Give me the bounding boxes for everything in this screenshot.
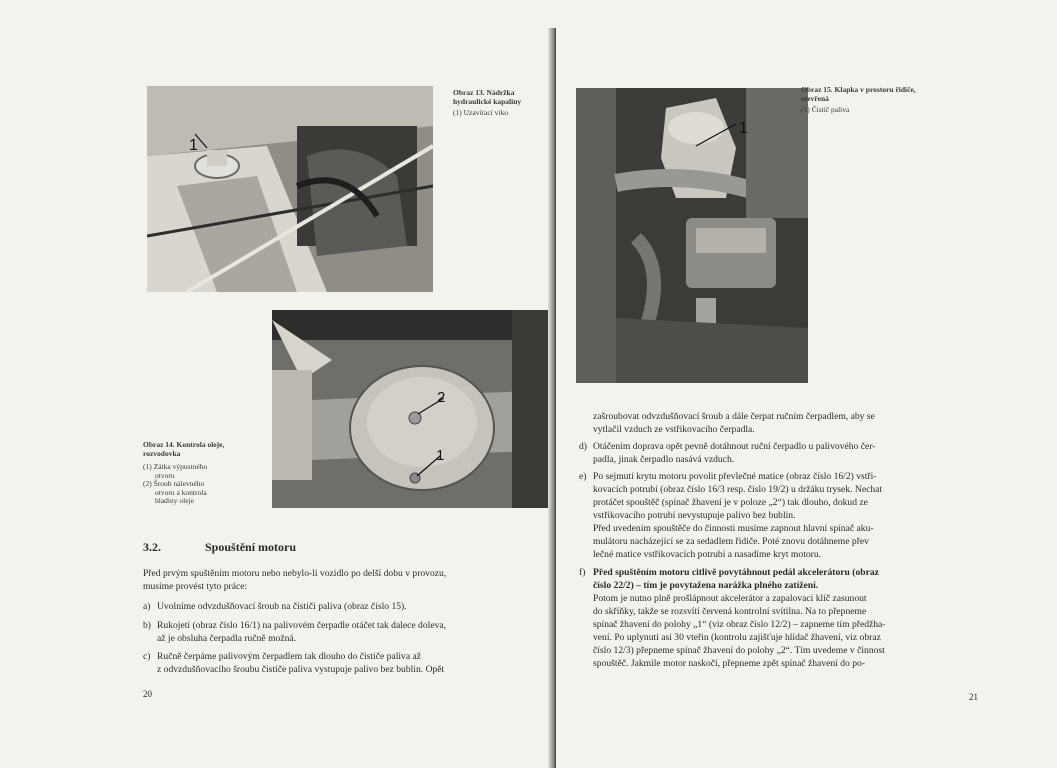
figure-15-callout-1: 1 [739, 120, 748, 137]
list-item-line: Rukojetí (obraz číslo 16/1) na palivovém čerpadle otáčet tak dalece doleva, [157, 620, 447, 631]
intro-line: musíme provést tyto práce: [143, 581, 248, 592]
page-number-right: 21 [969, 692, 978, 702]
list-item-label: d) [579, 441, 587, 452]
section-number: 3.2. [143, 540, 161, 554]
intro-line: Před prvým spuštěním motoru nebo nebylo-li vozidlo po delší dobu v provozu, [143, 568, 447, 579]
list-item-bold-line: číslo 22/2) – tím je povytažena narážka plného zatížení. [593, 580, 819, 591]
list-item-c [143, 650, 547, 676]
figure-14-title-line1: Obraz 14. Kontrola oleje, [143, 440, 225, 449]
list-item-label: f) [579, 567, 586, 578]
figure-14-item-2-line1: (2) Šroub nálevného [143, 479, 205, 488]
figure-15-title-line1: Obraz 15. Klapka v prostoru řidiče, [801, 85, 916, 94]
figure-15-photo [576, 88, 808, 383]
list-item-line: vstřikovacího potrubí nevystupuje palivo bez bublin. [593, 510, 796, 521]
figure-13-title-line1: Obraz 13. Nádržka [453, 88, 515, 97]
figure-14-callout-2: 2 [437, 389, 446, 406]
list-item-line: Otáčením doprava opět pevně dotáhnout ruční čerpadlo u palivového čer- [593, 441, 876, 452]
list-item-line: vení. Po uplynutí asi 30 vteřin (kontrolu zajišťuje hlídač žhavení, viz obraz [593, 632, 881, 643]
right-page [556, 0, 1057, 768]
list-item-e [579, 470, 983, 561]
list-item-line: mulátoru nacházející se za sedadlem řidiče. Poté znovu dotáhneme přev [593, 536, 869, 547]
list-item-label: e) [579, 471, 587, 482]
figure-13-caption [453, 89, 553, 118]
list-item-d [579, 440, 983, 466]
intro-paragraph [143, 567, 543, 593]
continuation-line: zašroubovat odvzdušňovací šroub a dále čerpat ručním čerpadlem, aby se [593, 411, 875, 422]
figure-14-title-line2: rozvodovka [143, 448, 181, 458]
figure-14-caption [143, 441, 268, 506]
figure-14-item-1-line1: (1) Zátka výpustného [143, 462, 208, 471]
list-item-line: Po sejmutí krytu motoru povolit převlečné matice (obraz číslo 16/2) vstři- [593, 471, 877, 482]
continuation-paragraph [593, 410, 983, 436]
list-item-line: protáčet spouštěč (spínač žhavení je v poloze „2“) tak dlouho, dokud ze [593, 497, 868, 508]
list-item-a [143, 600, 547, 613]
list-item-line: do skříňky, takže se rozsvítí červená kontrolní svítilna. Na to přepneme [593, 606, 867, 617]
page-number-left: 20 [143, 689, 152, 699]
list-item-line: Uvolníme odvzdušňovací šroub na čističi paliva (obraz číslo 15). [157, 601, 407, 612]
list-item-line: číslo 12/3) přepneme spínač žhavení do polohy „2“. Tím uvedeme v činnost [593, 645, 885, 656]
continuation-line: vytlačil vzduch ze vstřikovacího čerpadla. [593, 424, 755, 435]
list-item-line: Ručně čerpáme palivovým čerpadlem tak dlouho do čističe paliva až [157, 651, 421, 662]
figure-14-item-2-line2: otvoru a kontrola [155, 487, 207, 497]
list-item-label: a) [143, 601, 151, 612]
figure-13-photo [147, 86, 433, 292]
figure-14-photo [272, 310, 556, 508]
list-item-line: padla, jinak čerpadlo nasává vzduch. [593, 454, 735, 465]
figure-13-title-line2: hydraulické kapaliny [453, 96, 522, 106]
figure-14-callout-1: 1 [436, 447, 445, 464]
list-item-line: lečné matice vstřikovacích potrubí a nasadíme kryt motoru. [593, 549, 822, 560]
list-item-line: spínač žhavení do polohy „1“ (viz obraz číslo 12/2) – zapneme tím předžha- [593, 619, 886, 630]
list-item-line: kovacích potrubí (obraz číslo 16/3 resp. číslo 19/2) u držáku trysek. Nechat [593, 484, 883, 495]
list-item-line: spouštěč. Jakmile motor naskočí, přepneme zpět spínač žhavení do po- [593, 658, 866, 669]
list-item-line: z odvzdušňovacího šroubu čističe paliva vystupuje palivo bez bublin. Opět [157, 664, 445, 675]
figure-13-item-1: (1) Uzavírací víko [453, 108, 508, 117]
list-item-b [143, 619, 547, 645]
list-item-label: c) [143, 651, 151, 662]
list-item-line: Potom je nutno plně prošlápnout akcelerátor a zapalovací klíč zasunout [593, 593, 867, 604]
list-item-bold-line: Před spuštěním motoru citlivě povytáhnout pedál akcelerátoru (obraz [593, 567, 879, 578]
section-title: Spouštění motoru [205, 540, 297, 554]
list-item-label: b) [143, 620, 151, 631]
figure-15-item-1: (1) Čistič paliva [801, 105, 850, 114]
figure-13-callout-1: 1 [189, 137, 198, 154]
figure-15-caption [801, 86, 966, 115]
list-item-line: až je obsluha čerpadla ručně možná. [157, 633, 297, 644]
figure-15-title-line2: otevřená [801, 93, 829, 103]
list-item-f [579, 566, 983, 670]
figure-14-item-1-line2: otvoru [155, 470, 175, 480]
list-item-line: Před uvedením spouštěče do činnosti musíme zapnout hlavní spínač aku- [593, 523, 874, 534]
figure-14-item-2-line3: hladiny oleje [155, 496, 194, 505]
